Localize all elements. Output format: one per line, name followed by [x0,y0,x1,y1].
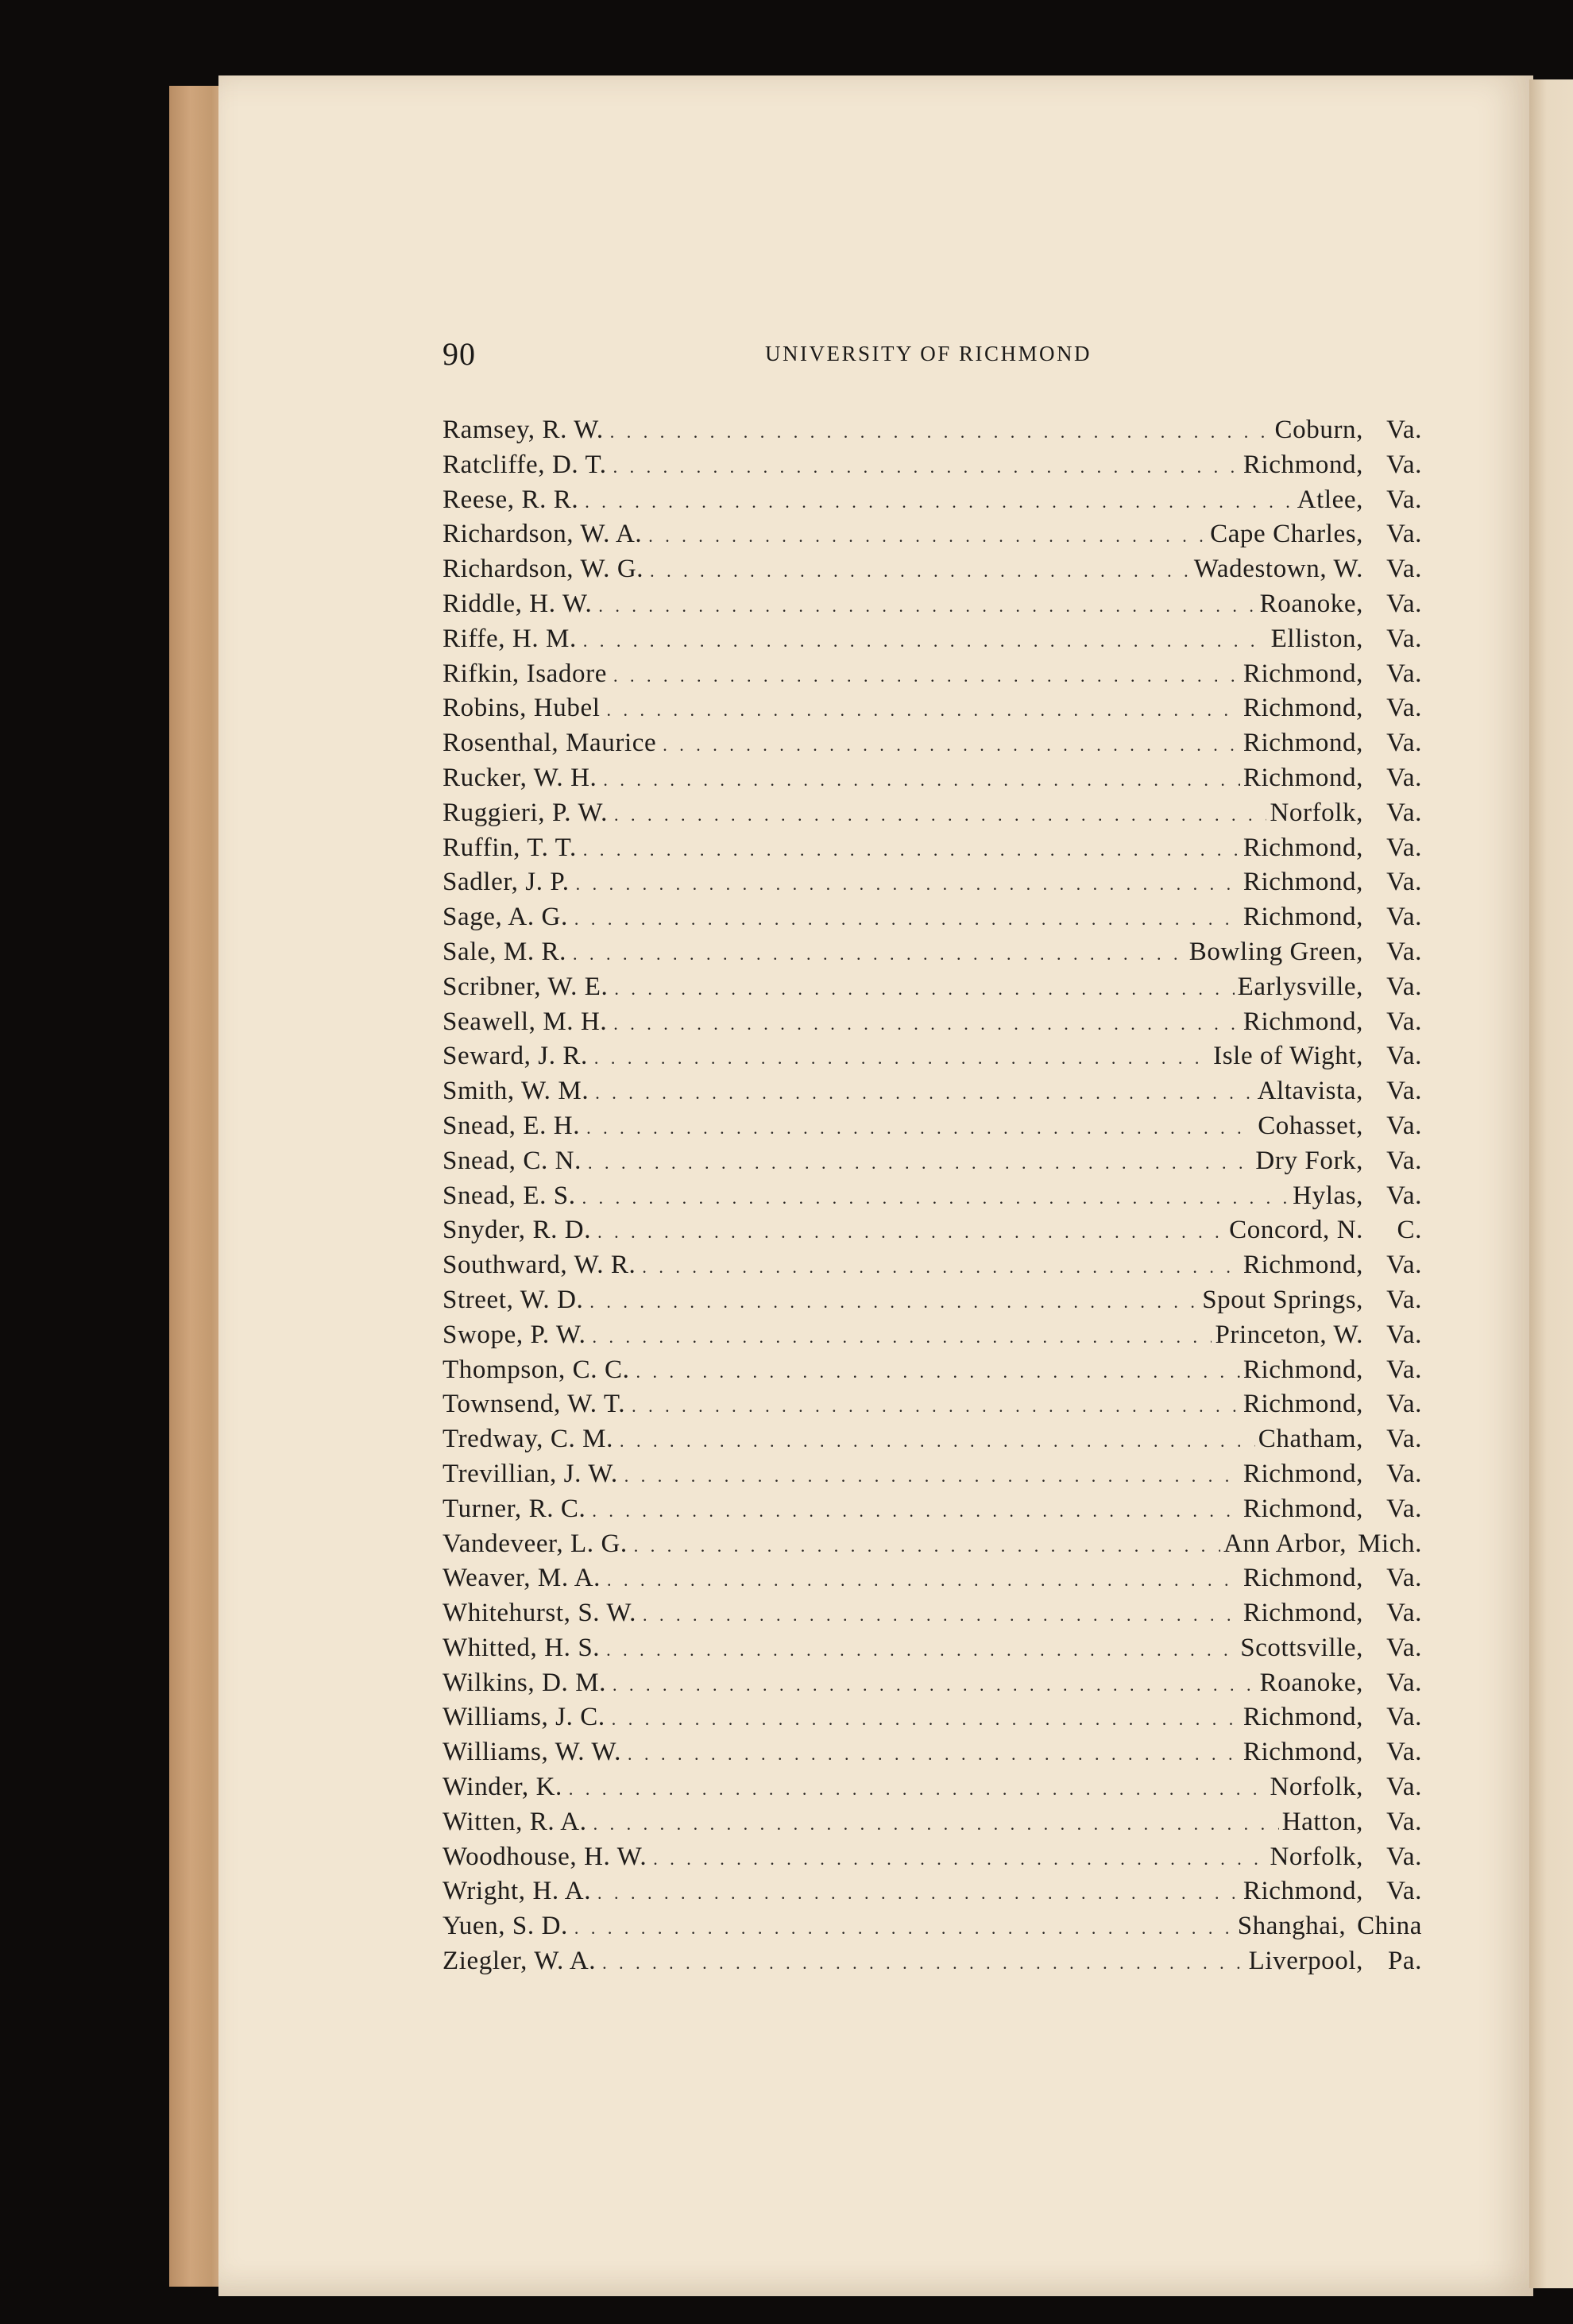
state: Va. [1386,1425,1422,1454]
hometown: Spout Springs, [1202,1285,1363,1314]
directory-entry [443,1039,1422,1074]
student-name: Wilkins, D. M. [443,1668,606,1697]
directory-entry [443,1944,1422,1979]
directory-entry [443,691,1422,726]
hometown: Liverpool, [1248,1947,1363,1976]
hometown: Cape Charles, [1210,520,1363,549]
student-name: Turner, R. C. [443,1494,586,1523]
student-name: Winder, K. [443,1773,562,1802]
state: Va. [1386,833,1422,862]
hometown: Roanoke, [1259,589,1363,618]
directory-entry [443,1527,1422,1562]
state: Va. [1386,450,1422,479]
dot-leader [586,1111,1254,1144]
hometown: Wadestown, W. [1193,555,1363,584]
state: Va. [1386,1494,1422,1523]
dot-leader [602,1946,1245,1979]
directory-entry [443,1457,1422,1492]
directory-entry [443,1909,1422,1944]
dot-leader [650,554,1191,587]
directory-entry [443,622,1422,657]
student-name: Rifkin, Isadore [443,659,607,688]
student-name: Swope, P. W. [443,1320,586,1349]
hometown: Altavista, [1257,1077,1363,1106]
directory-entry [443,1700,1422,1735]
directory-entry [443,1318,1422,1353]
student-name: Townsend, W. T. [443,1390,626,1419]
directory-entry [443,726,1422,761]
student-name: Woodhouse, H. W. [443,1842,647,1871]
hometown: Richmond, [1243,659,1363,688]
directory-entry [443,1387,1422,1422]
student-name: Whitted, H. S. [443,1633,601,1662]
hometown: Concord, N. [1229,1216,1363,1245]
state: Va. [1386,1320,1422,1349]
state: Mich. [1358,1529,1422,1558]
directory-entry [443,1283,1422,1318]
directory-entry [443,1805,1422,1840]
state: Va. [1386,1773,1422,1802]
state: Va. [1386,694,1422,723]
state: C. [1397,1216,1422,1245]
student-name: Reese, R. R. [443,485,579,514]
state: Va. [1386,1285,1422,1314]
student-name: Smith, W. M. [443,1077,589,1106]
hometown: Hylas, [1293,1181,1363,1210]
student-name: Snead, E. H. [443,1111,581,1140]
state: Va. [1386,1633,1422,1662]
directory-entry [443,413,1422,448]
directory-entry [443,1840,1422,1875]
dot-leader [634,1529,1220,1562]
hometown: Richmond, [1243,1599,1363,1628]
dot-leader [573,937,1186,970]
student-name: Wright, H. A. [443,1877,592,1906]
hometown: Princeton, W. [1215,1320,1363,1349]
directory-entry [443,1248,1422,1283]
directory-entry [443,796,1422,831]
state: Pa. [1387,1947,1422,1976]
dot-leader [628,1737,1240,1770]
student-name: Snyder, R. D. [443,1216,592,1245]
dot-leader [582,1181,1290,1214]
dot-leader [597,1215,1226,1248]
directory-entry [443,831,1422,866]
state: Va. [1386,1459,1422,1488]
student-name: Rosenthal, Maurice [443,729,657,758]
state: Va. [1386,485,1422,514]
state: Va. [1386,729,1422,758]
directory-entry [443,1074,1422,1109]
directory-entry [443,1492,1422,1527]
directory-entry [443,1005,1422,1040]
state: Va. [1386,555,1422,584]
hometown: Richmond, [1243,1355,1363,1384]
hometown: Hatton, [1281,1807,1363,1836]
dot-leader [663,728,1240,761]
student-name: Sage, A. G. [443,903,568,932]
hometown: Ann Arbor, [1223,1529,1347,1558]
student-name: Robins, Hubel [443,694,601,723]
hometown: Chatham, [1258,1425,1363,1454]
hometown: Richmond, [1243,729,1363,758]
student-name: Yuen, S. D. [443,1912,568,1941]
directory-entry [443,865,1422,900]
state: Va. [1386,624,1422,653]
hometown: Shanghai, [1237,1912,1347,1941]
student-name: Vandeveer, L. G. [443,1529,628,1558]
dot-leader [606,693,1239,726]
hometown: Bowling Green, [1188,937,1363,966]
dot-leader [569,1772,1267,1805]
dot-leader [583,624,1268,657]
dot-leader [614,972,1234,1005]
directory-entry [443,900,1422,935]
directory-entry [443,657,1422,692]
student-name: Weaver, M. A. [443,1564,601,1593]
student-name: Sadler, J. P. [443,868,570,897]
student-name: Snead, C. N. [443,1146,582,1175]
student-name: Richardson, W. A. [443,520,643,549]
state: Va. [1386,1251,1422,1280]
state: Va. [1386,1877,1422,1906]
student-name: Scribner, W. E. [443,972,609,1001]
directory-entry [443,1666,1422,1701]
hometown: Richmond, [1243,1390,1363,1419]
directory-entry [443,1596,1422,1631]
hometown: Isle of Wight, [1213,1042,1363,1071]
hometown: Atlee, [1297,485,1363,514]
hometown: Scottsville, [1240,1633,1363,1662]
dot-leader [576,867,1240,900]
directory-entry [443,935,1422,970]
student-name: Sale, M. R. [443,937,567,966]
student-name: Richardson, W. G. [443,555,644,584]
state: Va. [1386,659,1422,688]
hometown: Richmond, [1243,1703,1363,1732]
directory-entry [443,1109,1422,1144]
running-head: UNIVERSITY OF RICHMOND [764,342,1092,365]
dot-leader [643,1598,1240,1631]
state: Va. [1386,868,1422,897]
dot-leader [613,450,1240,483]
state: Va. [1386,1111,1422,1140]
student-name: Witten, R. A. [443,1807,587,1836]
dot-leader [613,1668,1257,1701]
state: Va. [1386,1807,1422,1836]
directory-entry [443,970,1422,1005]
dot-leader [612,1702,1240,1735]
state: Va. [1386,903,1422,932]
dot-leader [598,589,1256,622]
dot-leader [603,763,1239,796]
student-directory-list [443,413,1422,1979]
directory-entry [443,1353,1422,1388]
state: Va. [1386,798,1422,827]
directory-entry [443,1631,1422,1666]
student-name: Seawell, M. H. [443,1007,608,1036]
state: Va. [1386,1599,1422,1628]
student-name: Ziegler, W. A. [443,1947,597,1976]
student-name: Rucker, W. H. [443,763,597,792]
dot-leader [610,415,1272,448]
hometown: Elliston, [1270,624,1363,653]
page-header [443,334,1414,378]
directory-entry [443,1179,1422,1214]
dot-leader [592,1494,1239,1527]
hometown: Richmond, [1243,694,1363,723]
dot-leader [593,1807,1279,1840]
state: Va. [1386,1668,1422,1697]
directory-entry [443,552,1422,587]
state: Va. [1386,1077,1422,1106]
directory-entry [443,1735,1422,1770]
hometown: Richmond, [1243,833,1363,862]
hometown: Richmond, [1243,1251,1363,1280]
state: Va. [1386,972,1422,1001]
hometown: Cohasset, [1258,1111,1363,1140]
dot-leader [574,1911,1235,1944]
student-name: Street, W. D. [443,1285,584,1314]
directory-entry [443,1422,1422,1457]
dot-leader [648,519,1207,552]
dot-leader [588,1146,1252,1179]
hometown: Richmond, [1243,1877,1363,1906]
student-name: Riffe, H. M. [443,624,577,653]
student-name: Ratcliffe, D. T. [443,450,607,479]
hometown: Richmond, [1243,1564,1363,1593]
student-name: Ruffin, T. T. [443,833,577,862]
student-name: Ramsey, R. W. [443,416,604,444]
state: Va. [1386,1042,1422,1071]
student-name: Williams, W. W. [443,1738,621,1767]
student-name: Whitehurst, S. W. [443,1599,636,1628]
hometown: Richmond, [1243,1494,1363,1523]
dot-leader [620,1424,1255,1457]
hometown: Norfolk, [1270,1773,1363,1802]
directory-entry [443,1770,1422,1805]
state: Va. [1386,1564,1422,1593]
state: Va. [1386,1355,1422,1384]
student-name: Snead, E. S. [443,1181,576,1210]
dot-leader [595,1076,1254,1109]
dot-leader [597,1876,1240,1909]
dot-leader [574,902,1240,935]
state: Va. [1386,520,1422,549]
student-name: Southward, W. R. [443,1251,636,1280]
state: Va. [1386,1181,1422,1210]
hometown: Dry Fork, [1255,1146,1363,1175]
dot-leader [585,485,1293,518]
dot-leader [583,833,1240,866]
hometown: Richmond, [1243,1738,1363,1767]
dot-leader [636,1355,1239,1388]
dot-leader [613,1007,1240,1040]
hometown: Richmond, [1243,903,1363,932]
page-number: 90 [443,336,476,372]
dot-leader [594,1041,1210,1074]
student-name: Riddle, H. W. [443,589,593,618]
dot-leader [614,798,1267,831]
state: Va. [1386,1146,1422,1175]
state: Va. [1386,1842,1422,1871]
dot-leader [642,1250,1239,1283]
student-name: Williams, J. C. [443,1703,605,1732]
student-name: Trevillian, J. W. [443,1459,618,1488]
directory-entry [443,761,1422,796]
state: Va. [1386,1738,1422,1767]
directory-entry [443,1874,1422,1909]
hometown: Roanoke, [1259,1668,1363,1697]
directory-entry [443,1144,1422,1179]
directory-entry [443,1213,1422,1248]
directory-entry [443,483,1422,518]
state: Va. [1386,937,1422,966]
state: Va. [1386,1703,1422,1732]
dot-leader [624,1459,1240,1492]
dot-leader [613,659,1240,692]
dot-leader [653,1842,1266,1875]
dot-leader [606,1633,1237,1666]
hometown: Richmond, [1243,763,1363,792]
hometown: Richmond, [1243,868,1363,897]
state: Va. [1386,763,1422,792]
dot-leader [589,1285,1199,1318]
directory-entry [443,448,1422,483]
directory-entry [443,1561,1422,1596]
student-name: Ruggieri, P. W. [443,798,608,827]
directory-entry [443,587,1422,622]
state: Va. [1386,1390,1422,1419]
hometown: Norfolk, [1270,798,1363,827]
student-name: Thompson, C. C. [443,1355,630,1384]
dot-leader [632,1389,1240,1422]
hometown: Richmond, [1243,1459,1363,1488]
state: Va. [1386,416,1422,444]
hometown: Earlysville, [1237,972,1363,1001]
hometown: Coburn, [1274,416,1363,444]
hometown: Richmond, [1243,1007,1363,1036]
student-name: Tredway, C. M. [443,1425,613,1454]
dot-leader [593,1320,1212,1353]
hometown: Norfolk, [1270,1842,1363,1871]
student-name: Seward, J. R. [443,1042,588,1071]
hometown: Richmond, [1243,450,1363,479]
state: China [1357,1912,1422,1941]
directory-entry [443,517,1422,552]
state: Va. [1386,1007,1422,1036]
book-gutter [1529,79,1573,2288]
dot-leader [607,1563,1240,1596]
state: Va. [1386,589,1422,618]
